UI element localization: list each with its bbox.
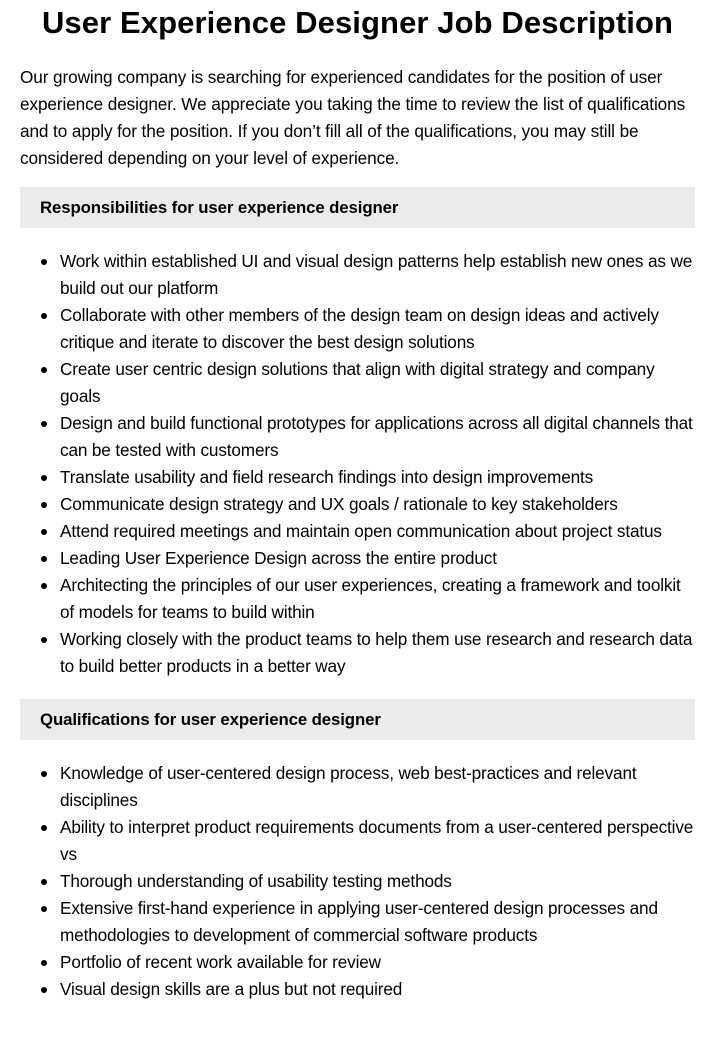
list-item xyxy=(20,545,695,572)
bullet-icon xyxy=(41,259,47,265)
list-item xyxy=(20,572,695,626)
bullet-icon xyxy=(41,960,47,966)
list-item xyxy=(20,410,695,464)
list-item-text: Visual design skills are a plus but not required xyxy=(60,979,403,999)
list-item xyxy=(20,302,695,356)
section-header-responsibilities: Responsibilities for user experience designer xyxy=(20,187,695,228)
intro-paragraph: Our growing company is searching for experienced candidates for the position of user experience designer. We appreciate you taking the time to review the list of qualifications and to apply for the position. If you don’t fill all of the qualifications, you may still be considered depending on your level of experience. xyxy=(20,67,686,168)
bullet-icon xyxy=(41,637,47,643)
list-item xyxy=(20,626,695,680)
bullet-icon xyxy=(41,771,47,777)
list-item-text: Work within established UI and visual design patterns help establish new ones as we build out our platform xyxy=(60,251,693,298)
list-item xyxy=(20,949,695,976)
list-item-text: Communicate design strategy and UX goals / rationale to key stakeholders xyxy=(60,494,618,514)
list-item-text: Create user centric design solutions that align with digital strategy and company goals xyxy=(60,359,655,406)
list-item-text: Extensive first-hand experience in applying user-centered design processes and methodologies to development of commercial software products xyxy=(60,898,658,945)
page-title: User Experience Designer Job Description xyxy=(41,5,674,40)
bullet-icon xyxy=(41,583,47,589)
bullet-icon xyxy=(41,879,47,885)
bullet-icon xyxy=(41,367,47,373)
list-item-text: Leading User Experience Design across the entire product xyxy=(60,548,497,568)
list-item xyxy=(20,464,695,491)
bullet-icon xyxy=(41,475,47,481)
responsibilities-section xyxy=(20,187,695,680)
list-item xyxy=(20,518,695,545)
list-item-text: Design and build functional prototypes for applications across all digital channels that can be tested with customers xyxy=(60,413,693,460)
list-item xyxy=(20,760,695,814)
list-item-text: Ability to interpret product requirements documents from a user-centered perspective vs xyxy=(60,817,694,864)
list-item-text: Knowledge of user-centered design process, web best-practices and relevant disciplines xyxy=(60,763,637,810)
section-header-qualifications: Qualifications for user experience designer xyxy=(20,699,695,740)
list-item xyxy=(20,491,695,518)
qualifications-list xyxy=(20,760,695,1003)
list-item-text: Thorough understanding of usability testing methods xyxy=(60,871,452,891)
bullet-icon xyxy=(41,987,47,993)
bullet-icon xyxy=(41,502,47,508)
list-item-text: Working closely with the product teams to help them use research and research data to build better products in a better way xyxy=(60,629,693,676)
list-item-text: Collaborate with other members of the design team on design ideas and actively critique and iterate to discover the best design solutions xyxy=(60,305,659,352)
list-item xyxy=(20,814,695,868)
bullet-icon xyxy=(41,825,47,831)
list-item-text: Translate usability and field research findings into design improvements xyxy=(60,467,594,487)
list-item-text: Architecting the principles of our user experiences, creating a framework and toolkit of models for teams to build within xyxy=(60,575,681,622)
list-item-text: Attend required meetings and maintain open communication about project status xyxy=(60,521,662,541)
list-item xyxy=(20,976,695,1003)
list-item xyxy=(20,248,695,302)
list-item xyxy=(20,895,695,949)
list-item xyxy=(20,356,695,410)
qualifications-section xyxy=(20,699,695,1003)
responsibilities-list xyxy=(20,248,695,680)
bullet-icon xyxy=(41,906,47,912)
list-item xyxy=(20,868,695,895)
bullet-icon xyxy=(41,421,47,427)
bullet-icon xyxy=(41,313,47,319)
bullet-icon xyxy=(41,556,47,562)
bullet-icon xyxy=(41,529,47,535)
list-item-text: Portfolio of recent work available for review xyxy=(60,952,381,972)
